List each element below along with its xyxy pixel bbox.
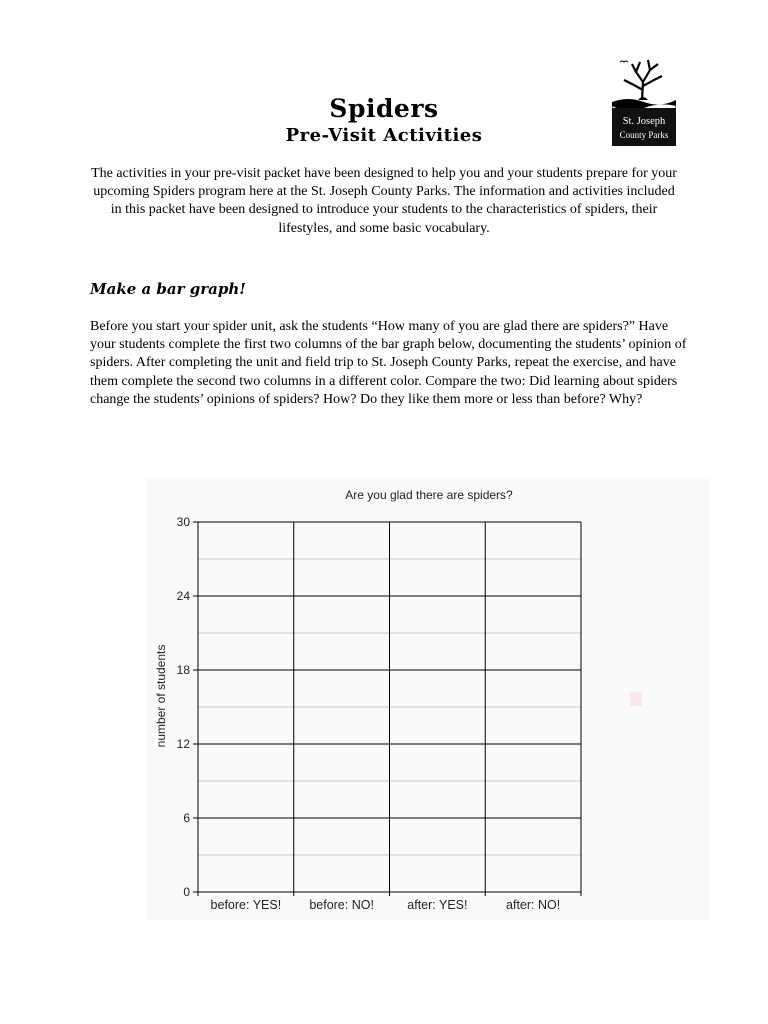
bar-graph [145,478,710,920]
page-subtitle: Pre-Visit Activities [285,125,483,146]
y-tick-label: 6 [183,811,190,825]
logo-text-line2: County Parks [619,130,669,140]
y-tick-label: 12 [176,737,190,751]
logo-text-line1: St. Joseph [622,116,666,127]
x-category-label: before: NO! [309,898,374,912]
x-category-label: after: YES! [407,898,468,912]
page-title: Spiders [329,94,439,123]
x-category-label: after: NO! [506,898,561,912]
intro-paragraph: The activities in your pre-visit packet have been designed to help you and your students prepare for your upcoming Spiders program here at the St. Joseph County Parks. The information and activities included in this packet have been designed to introduce your students to the characteristics of spiders, their lifestyles, and some basic vocabulary. [91,166,677,236]
y-tick-label: 0 [183,885,190,899]
section-heading: Make a bar graph! [90,280,246,298]
stray-mark [630,692,642,706]
y-tick-label: 18 [176,663,190,677]
bar-graph-panel [145,478,710,920]
y-tick-label: 30 [176,515,190,529]
x-category-label: before: YES! [210,898,282,912]
chart-title: Are you glad there are spiders? [345,488,513,502]
instructions-paragraph: Before you start your spider unit, ask the students “How many of you are glad there are spiders?” Have your students complete the first two columns of the bar graph below, documenting the students’ opinion of spiders. After completing the unit and field trip to St. Joseph County Parks, repeat the exercise, and have them complete the second two columns in a different color. Compare the two: Did learning about spiders change the students’ opinions of spiders? How? Do they like them more or less than before? Why? [90,319,687,407]
y-axis-label: number of students [154,644,168,748]
y-tick-label: 24 [176,589,190,603]
